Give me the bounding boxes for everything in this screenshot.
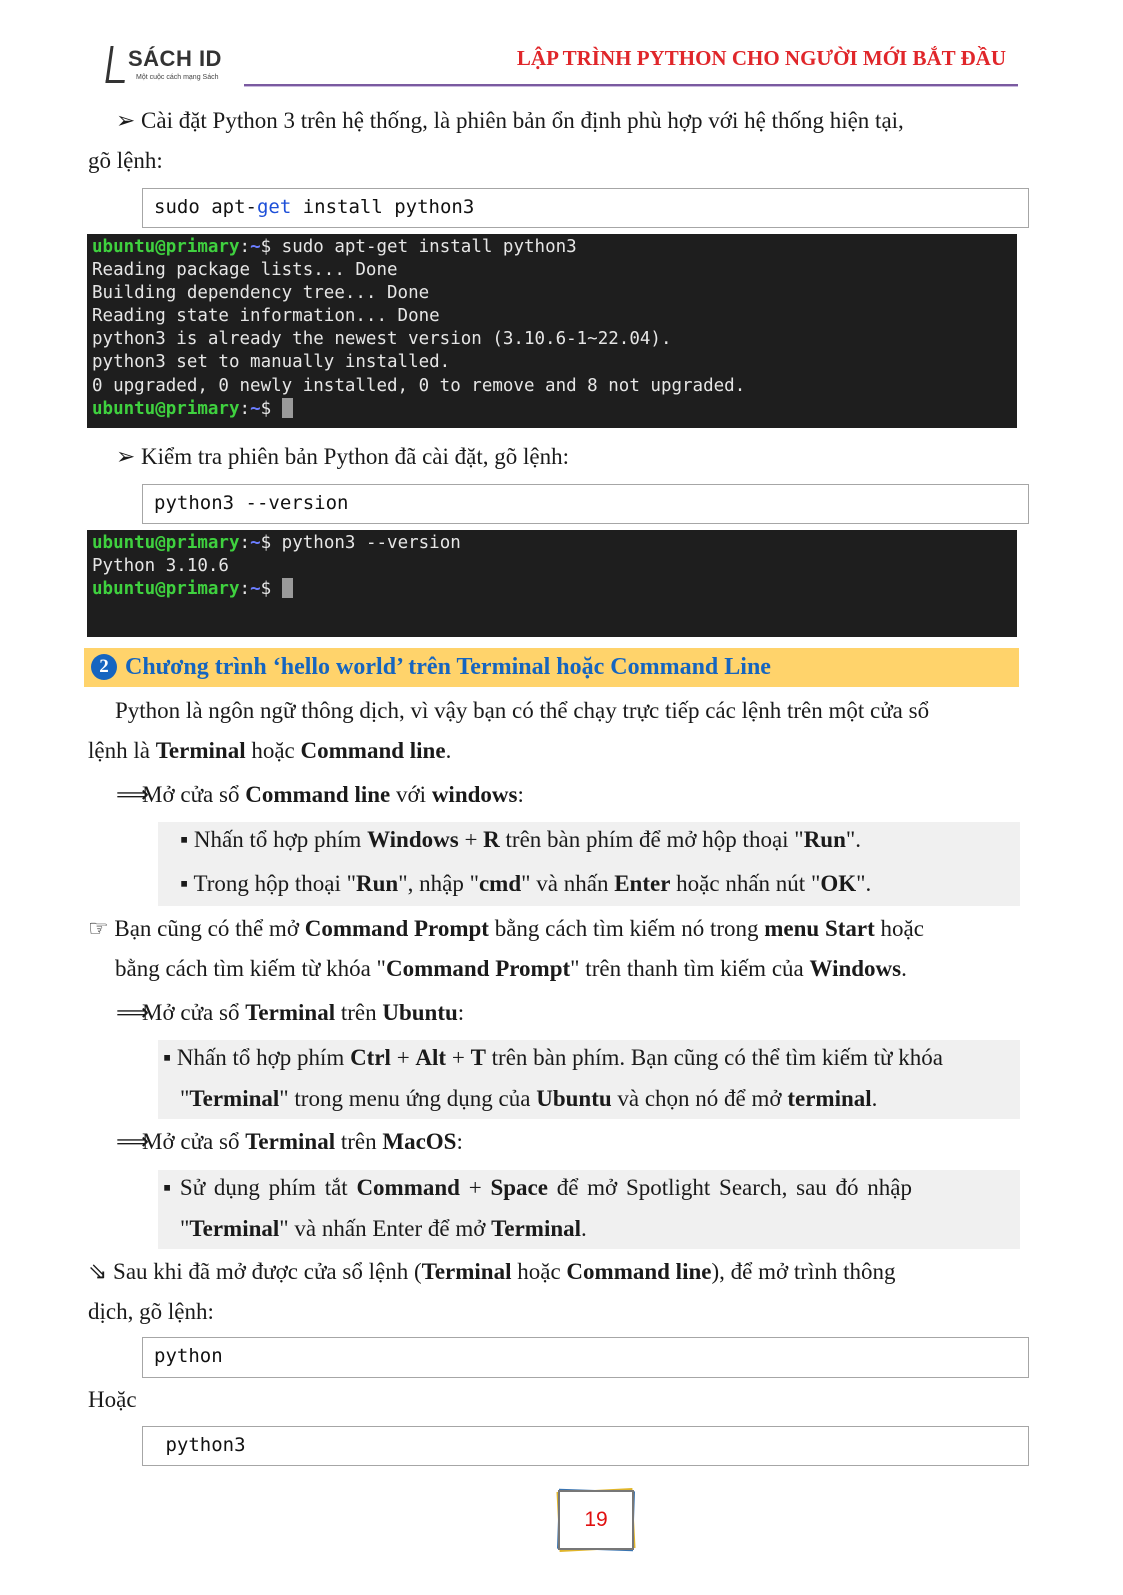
text-segment: gõ lệnh: <box>88 148 163 173</box>
bold-text: Enter <box>614 871 671 896</box>
logo-text: SÁCH ID <box>128 46 222 71</box>
text-segment: hoặc <box>874 916 924 941</box>
terminal-line: Building dependency tree... Done <box>92 283 430 304</box>
text-segment: Mở cửa sổ <box>142 1129 246 1154</box>
text-segment: ", nhập " <box>398 871 479 896</box>
step-ubuntu <box>116 993 464 1033</box>
intro-paragraph <box>115 691 929 731</box>
bold-text: Terminal <box>421 1259 512 1284</box>
open-interpreter-paragraph <box>88 1252 895 1292</box>
text-segment: trên <box>335 1000 383 1025</box>
bold-text: terminal <box>787 1086 872 1111</box>
bold-text: cmd <box>478 871 522 896</box>
or-label: Hoặc <box>88 1387 137 1412</box>
bold-text: Terminal <box>189 1086 280 1111</box>
terminal-line: ubuntu@primary:~$ sudo apt-get install python3 <box>92 237 577 257</box>
terminal-line: ubuntu@primary:~$ python3 --version <box>92 533 461 553</box>
text-segment: + <box>459 1175 491 1200</box>
code-keyword: get <box>256 196 292 218</box>
note-command-prompt <box>88 909 924 949</box>
terminal-line: 0 upgraded, 0 newly installed, 0 to remove and 8 not upgraded. <box>92 375 746 396</box>
prompt-user: ubuntu@primary <box>92 237 240 257</box>
text-segment: + <box>390 1045 416 1070</box>
section-title: Chương trình ‘hello world’ trên Terminal hoặc Command Line <box>125 654 771 680</box>
text-segment: và chọn nó để mở <box>611 1086 788 1111</box>
code-box-python3: python3 <box>142 1426 1029 1466</box>
open-interpreter-paragraph-cont <box>88 1292 214 1332</box>
bold-text: Terminal <box>189 1216 280 1241</box>
version-instruction <box>116 437 569 477</box>
terminal-version-output <box>87 530 1017 637</box>
macos-step-1 <box>163 1168 912 1208</box>
bold-text: MacOS <box>382 1129 457 1154</box>
windows-step-1 <box>180 820 861 860</box>
sachid-logo <box>106 44 236 86</box>
text-segment: hoặc <box>245 738 301 763</box>
text-segment: ". <box>856 871 872 896</box>
text-segment: ▪ Trong hộp thoại " <box>180 871 357 896</box>
page-number: 19 <box>584 1508 608 1531</box>
bold-text: Space <box>490 1175 548 1200</box>
text-segment: Mở cửa sổ <box>142 782 246 807</box>
text-segment: . <box>581 1216 587 1241</box>
terminal-command: $ sudo apt-get install python3 <box>260 237 577 257</box>
bold-text: Command Prompt <box>304 916 489 941</box>
code-text: install python3 <box>291 196 475 218</box>
text-segment: : <box>517 782 524 807</box>
arrow-right-icon: ⟹ <box>116 1129 149 1154</box>
bold-text: Command line <box>300 738 446 763</box>
bold-text: Ctrl <box>350 1045 391 1070</box>
text-segment: ➢ Kiểm tra phiên bản Python đã cài đặt, gõ lệnh: <box>116 444 569 469</box>
intro-paragraph-cont <box>88 731 451 771</box>
book-title: LẬP TRÌNH PYTHON CHO NGƯỜI MỚI BẮT ĐẦU <box>516 46 1006 70</box>
text-segment: Mở cửa sổ <box>142 1000 246 1025</box>
text-segment: dịch, gõ lệnh: <box>88 1299 214 1324</box>
text-segment: trên bàn phím. Bạn cũng có thể tìm kiếm từ khóa <box>485 1045 943 1070</box>
bold-text: Command <box>356 1175 460 1200</box>
step-macos <box>116 1122 463 1162</box>
text-segment: ➢ Cài đặt Python 3 trên hệ thống, là phiên bản ổn định phù hợp với hệ thống hiện tại, <box>116 108 904 133</box>
text-segment: . <box>871 1086 878 1111</box>
bold-text: Windows <box>809 956 902 981</box>
code-box-python: python <box>142 1337 1029 1378</box>
code-text: sudo apt- <box>154 196 257 218</box>
note-command-prompt-cont <box>115 949 907 989</box>
text-segment: . <box>901 956 907 981</box>
terminal-line: python3 is already the newest version (3.10.6-1~22.04). <box>92 329 672 350</box>
arrow-right-icon: ⟹ <box>116 782 149 807</box>
step-windows <box>116 775 524 815</box>
install-instruction <box>116 101 904 141</box>
header-divider <box>244 84 1018 87</box>
terminal-line: Python 3.10.6 <box>92 556 229 577</box>
terminal-prompt: ubuntu@primary:~$ <box>92 578 1017 601</box>
text-segment: Python là ngôn ngữ thông dịch, vì vậy bạn có thể chạy trực tiếp các lệnh trên một cửa sổ <box>115 698 930 723</box>
terminal-command: $ python3 --version <box>260 533 461 553</box>
text-segment: ▪ Sử dụng phím tắt <box>163 1175 357 1200</box>
bold-text: Windows <box>367 827 459 852</box>
bold-text: windows <box>431 782 518 807</box>
text-segment: với <box>390 782 432 807</box>
terminal-cursor <box>282 578 293 598</box>
text-segment: trên bàn phím để mở hộp thoại " <box>499 827 804 852</box>
terminal-prompt: ubuntu@primary:~$ <box>92 398 1017 421</box>
text-segment: " và nhấn Enter để mở <box>279 1216 492 1241</box>
bold-text: Command Prompt <box>385 956 571 981</box>
text-segment: " và nhấn <box>521 871 615 896</box>
bold-text: Run <box>803 827 846 852</box>
bold-text: Alt <box>415 1045 447 1070</box>
bold-text: Terminal <box>245 1129 336 1154</box>
text-segment: ☞ Bạn cũng có thể mở <box>88 916 305 941</box>
text-segment: hoặc <box>511 1259 567 1284</box>
text-segment: để mở Spotlight Search, sau đó nhập <box>547 1175 912 1200</box>
bold-text: Terminal <box>245 1000 336 1025</box>
text-segment: ), để mở trình thông <box>711 1259 896 1284</box>
code-box-version: python3 --version <box>142 484 1029 524</box>
text-segment: " trên thanh tìm kiếm của <box>570 956 810 981</box>
text-segment: ▪ Nhấn tổ hợp phím <box>180 827 368 852</box>
windows-step-2 <box>180 864 871 904</box>
bold-text: Terminal <box>155 738 246 763</box>
bold-text: menu Start <box>764 916 875 941</box>
text-segment: bằng cách tìm kiếm nó trong <box>488 916 765 941</box>
terminal-line: Reading package lists... Done <box>92 260 398 281</box>
text-segment: + <box>458 827 484 852</box>
terminal-line: Reading state information... Done <box>92 306 440 327</box>
text-segment: lệnh là <box>88 738 156 763</box>
bold-text: Ubuntu <box>536 1086 612 1111</box>
text-segment: : <box>457 1000 465 1025</box>
text-segment: hoặc nhấn nút " <box>670 871 821 896</box>
bold-text: OK <box>820 871 857 896</box>
section-heading <box>84 648 1019 687</box>
terminal-install-output <box>87 234 1017 428</box>
logo-slogan: Một cuộc cách mạng Sách <box>136 74 219 81</box>
terminal-cursor <box>282 398 293 418</box>
text-segment: ▪ Nhấn tổ hợp phím <box>163 1045 351 1070</box>
bold-text: Run <box>356 871 399 896</box>
book-logo-icon <box>105 46 129 83</box>
section-number-badge: 2 <box>91 654 117 680</box>
text-segment: bằng cách tìm kiếm từ khóa " <box>115 956 386 981</box>
text-segment: " <box>180 1216 190 1241</box>
text-segment: . <box>445 738 452 763</box>
bold-text: T <box>470 1045 486 1070</box>
page-number-badge <box>558 1490 634 1550</box>
bold-text: Command line <box>566 1259 712 1284</box>
text-segment: trên <box>335 1129 383 1154</box>
text-segment: " <box>180 1086 190 1111</box>
code-box-install <box>142 188 1029 228</box>
bold-text: Terminal <box>491 1216 582 1241</box>
terminal-line: python3 set to manually installed. <box>92 352 451 373</box>
bold-text: Ubuntu <box>382 1000 458 1025</box>
macos-step-1-cont <box>180 1209 587 1249</box>
bold-text: R <box>483 827 500 852</box>
ubuntu-step-1 <box>163 1038 943 1078</box>
text-segment: + <box>446 1045 471 1070</box>
ubuntu-step-1-cont <box>180 1079 877 1119</box>
text-segment: ⇘ Sau khi đã mở được cửa sổ lệnh ( <box>88 1259 422 1284</box>
text-segment: : <box>456 1129 463 1154</box>
arrow-right-icon: ⟹ <box>116 1000 149 1025</box>
text-segment: ". <box>845 827 862 852</box>
text-segment: " trong menu ứng dụng của <box>279 1086 537 1111</box>
bold-text: Command line <box>245 782 391 807</box>
install-instruction-cont <box>88 141 163 181</box>
